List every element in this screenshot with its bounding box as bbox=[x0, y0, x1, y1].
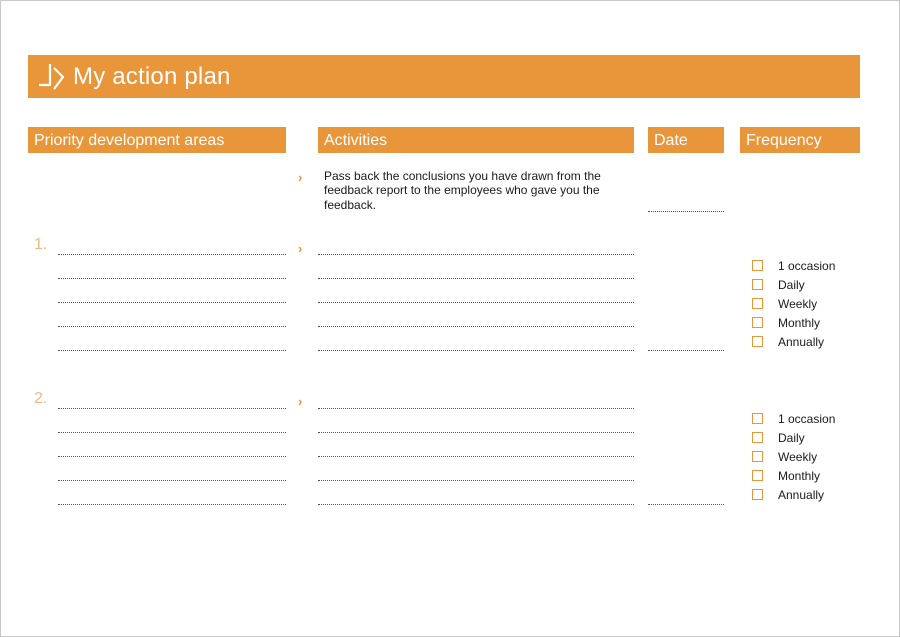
priority-line[interactable] bbox=[58, 408, 286, 409]
checkbox[interactable] bbox=[752, 489, 763, 500]
column-header-frequency: Frequency bbox=[740, 127, 860, 153]
checkbox[interactable] bbox=[752, 336, 763, 347]
frequency-option[interactable]: Weekly bbox=[752, 447, 835, 466]
priority-line[interactable] bbox=[58, 302, 286, 303]
frequency-option[interactable]: 1 occasion bbox=[752, 256, 835, 275]
date-field[interactable] bbox=[648, 350, 724, 351]
date-field[interactable] bbox=[648, 211, 724, 212]
checkbox[interactable] bbox=[752, 317, 763, 328]
activity-line[interactable] bbox=[318, 456, 634, 457]
checkbox[interactable] bbox=[752, 279, 763, 290]
date-field[interactable] bbox=[648, 504, 724, 505]
checkbox[interactable] bbox=[752, 470, 763, 481]
frequency-option[interactable]: Weekly bbox=[752, 294, 835, 313]
activity-line[interactable] bbox=[318, 326, 634, 327]
priority-line[interactable] bbox=[58, 456, 286, 457]
frequency-option[interactable]: Annually bbox=[752, 485, 835, 504]
checkbox[interactable] bbox=[752, 260, 763, 271]
bullet-chevron-icon: › bbox=[298, 394, 303, 409]
bullet-chevron-icon: › bbox=[298, 170, 303, 185]
checkbox[interactable] bbox=[752, 451, 763, 462]
page-title: My action plan bbox=[73, 62, 231, 90]
priority-line[interactable] bbox=[58, 432, 286, 433]
frequency-option[interactable]: 1 occasion bbox=[752, 409, 835, 428]
section-number: 1. bbox=[34, 236, 48, 253]
frequency-options bbox=[752, 409, 835, 504]
priority-line[interactable] bbox=[58, 326, 286, 327]
activity-line[interactable] bbox=[318, 408, 634, 409]
column-header-date: Date bbox=[648, 127, 724, 153]
frequency-option[interactable]: Daily bbox=[752, 428, 835, 447]
priority-line[interactable] bbox=[58, 480, 286, 481]
activity-line[interactable] bbox=[318, 432, 634, 433]
frequency-option[interactable]: Monthly bbox=[752, 313, 835, 332]
priority-line[interactable] bbox=[58, 278, 286, 279]
column-header-priority: Priority development areas bbox=[28, 127, 286, 153]
bullet-chevron-icon: › bbox=[298, 241, 303, 256]
frequency-options bbox=[752, 256, 835, 351]
activity-line[interactable] bbox=[318, 480, 634, 481]
activity-line[interactable] bbox=[318, 504, 634, 505]
frequency-option[interactable]: Annually bbox=[752, 332, 835, 351]
title-banner bbox=[28, 55, 860, 98]
frequency-option[interactable]: Monthly bbox=[752, 466, 835, 485]
intro-activity-text: Pass back the conclusions you have drawn from the feedback report to the employees who gave you the feedback. bbox=[324, 169, 601, 212]
activity-line[interactable] bbox=[318, 302, 634, 303]
checkbox[interactable] bbox=[752, 432, 763, 443]
column-header-activities: Activities bbox=[318, 127, 634, 153]
frequency-option[interactable]: Daily bbox=[752, 275, 835, 294]
action-arrow-icon bbox=[37, 61, 67, 93]
priority-line[interactable] bbox=[58, 254, 286, 255]
activity-line[interactable] bbox=[318, 278, 634, 279]
checkbox[interactable] bbox=[752, 298, 763, 309]
priority-line[interactable] bbox=[58, 504, 286, 505]
section-number: 2. bbox=[34, 390, 48, 407]
activity-line[interactable] bbox=[318, 254, 634, 255]
priority-line[interactable] bbox=[58, 350, 286, 351]
activity-line[interactable] bbox=[318, 350, 634, 351]
checkbox[interactable] bbox=[752, 413, 763, 424]
